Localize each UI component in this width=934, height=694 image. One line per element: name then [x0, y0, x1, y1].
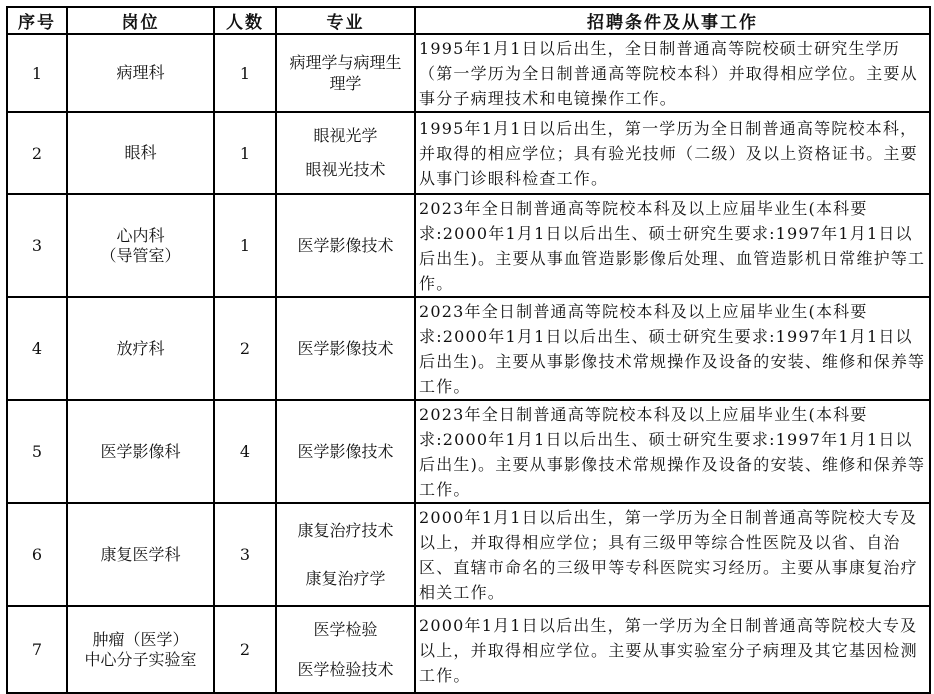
cell-position [67, 112, 214, 194]
major-line: 康复治疗技术 [297, 520, 394, 540]
major-line: 医学检验技术 [297, 659, 394, 679]
position-line: 中心分子实验室 [84, 649, 197, 669]
cell-major [276, 606, 415, 693]
position-line: 放疗科 [116, 338, 165, 358]
position-line: 康复医学科 [100, 544, 181, 564]
cell-count: 3 [214, 503, 276, 606]
header-major: 专业 [276, 7, 415, 34]
cell-major [276, 194, 415, 297]
cell-index: 1 [7, 34, 67, 112]
header-count: 人数 [214, 7, 276, 34]
major-line: 病理学与病理生理学 [289, 53, 402, 93]
table-row [7, 400, 930, 503]
cell-position [67, 400, 214, 503]
position-line: （导管室） [100, 245, 181, 265]
major-line: 医学检验 [313, 619, 378, 639]
cell-index: 2 [7, 112, 67, 194]
cell-requirements: 2023年全日制普通高等院校本科及以上应届毕业生(本科要求:2000年1月1日以后出生、硕士研究生要求:1997年1月1日以后出生)。主要从事血管造影影像后处理、血管造影机日常维护等工作。 [415, 194, 930, 297]
header-index: 序号 [7, 7, 67, 34]
header-row [7, 7, 930, 34]
major-line: 眼视光学 [313, 126, 378, 145]
table-row [7, 503, 930, 606]
cell-count: 2 [214, 606, 276, 693]
table-row [7, 34, 930, 112]
cell-major [276, 400, 415, 503]
position-line: 医学影像科 [100, 441, 181, 461]
cell-index: 4 [7, 297, 67, 400]
header-position: 岗位 [67, 7, 214, 34]
cell-count: 1 [214, 194, 276, 297]
cell-position [67, 34, 214, 112]
position-line: 病理科 [116, 63, 165, 82]
cell-position [67, 503, 214, 606]
cell-position [67, 606, 214, 693]
cell-position [67, 297, 214, 400]
cell-requirements: 2000年1月1日以后出生，第一学历为全日制普通高等院校大专及以上，并取得相应学位；具有三级甲等综合性医院及以省、自治区、直辖市命名的三级甲等专科医院实习经历。主要从事康复治疗相关工作。 [415, 503, 930, 606]
cell-requirements: 2000年1月1日以后出生，第一学历为全日制普通高等院校大专及以上，并取得相应学位。主要从事实验室分子病理及其它基因检测工作。 [415, 606, 930, 693]
table-row [7, 297, 930, 400]
major-line: 医学影像技术 [297, 442, 394, 461]
cell-position [67, 194, 214, 297]
table-row [7, 194, 930, 297]
cell-requirements: 1995年1月1日以后出生，第一学历为全日制普通高等院校本科，并取得的相应学位；具有验光技师（二级）及以上资格证书。主要从事门诊眼科检查工作。 [415, 112, 930, 194]
cell-count: 2 [214, 297, 276, 400]
cell-index: 3 [7, 194, 67, 297]
cell-count: 1 [214, 112, 276, 194]
header-requirements: 招聘条件及从事工作 [415, 7, 930, 34]
cell-major [276, 112, 415, 194]
cell-count: 1 [214, 34, 276, 112]
cell-requirements: 2023年全日制普通高等院校本科及以上应届毕业生(本科要求:2000年1月1日以后出生、硕士研究生要求:1997年1月1日以后出生)。主要从事影像技术常规操作及设备的安装、维修和保养等工作。 [415, 297, 930, 400]
cell-index: 7 [7, 606, 67, 693]
cell-count: 4 [214, 400, 276, 503]
major-line: 眼视光技术 [305, 160, 386, 179]
cell-requirements: 2023年全日制普通高等院校本科及以上应届毕业生(本科要求:2000年1月1日以后出生、硕士研究生要求:1997年1月1日以后出生)。主要从事影像技术常规操作及设备的安装、维修和保养等工作。 [415, 400, 930, 503]
position-line: 肿瘤（医学） [92, 629, 189, 649]
cell-major [276, 297, 415, 400]
table-row [7, 112, 930, 194]
position-line: 眼科 [124, 143, 157, 162]
cell-major [276, 34, 415, 112]
major-line: 医学影像技术 [297, 339, 394, 358]
cell-major [276, 503, 415, 606]
major-line: 康复治疗学 [305, 568, 386, 588]
recruitment-table [6, 6, 931, 694]
table-row [7, 606, 930, 693]
cell-requirements: 1995年1月1日以后出生，全日制普通高等院校硕士研究生学历（第一学历为全日制普通高等院校本科）并取得相应学位。主要从事分子病理技术和电镜操作工作。 [415, 34, 930, 112]
major-line: 医学影像技术 [297, 236, 394, 255]
cell-index: 6 [7, 503, 67, 606]
position-line: 心内科 [116, 225, 165, 245]
cell-index: 5 [7, 400, 67, 503]
